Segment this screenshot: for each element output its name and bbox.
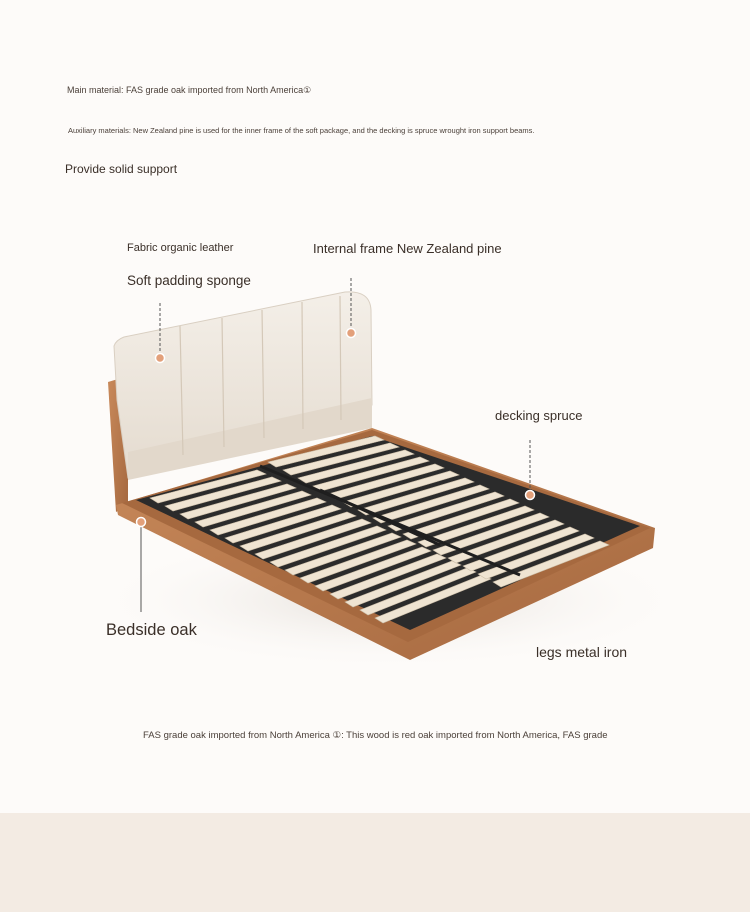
oak-marker [137, 518, 146, 527]
main-material-text: Main material: FAS grade oak imported from North America① [67, 85, 312, 95]
callout-spruce: decking spruce [495, 408, 583, 423]
callout-oak: Bedside oak [106, 621, 197, 639]
spruce-marker [526, 491, 535, 500]
callout-sponge: Soft padding sponge [127, 273, 251, 288]
sponge-marker [156, 354, 165, 363]
footnote-text: FAS grade oak imported from North America ①: This wood is red oak imported from North America, FAS grade [143, 730, 608, 741]
support-heading: Provide solid support [65, 162, 178, 176]
callout-pine: Internal frame New Zealand pine [313, 241, 502, 256]
pine-marker [347, 329, 356, 338]
callout-legs: legs metal iron [536, 644, 628, 660]
callout-fabric: Fabric organic leather [127, 242, 234, 254]
auxiliary-material-text: Auxiliary materials: New Zealand pine is used for the inner frame of the soft package, and the decking is spruce wrought iron support beams. [68, 126, 535, 135]
